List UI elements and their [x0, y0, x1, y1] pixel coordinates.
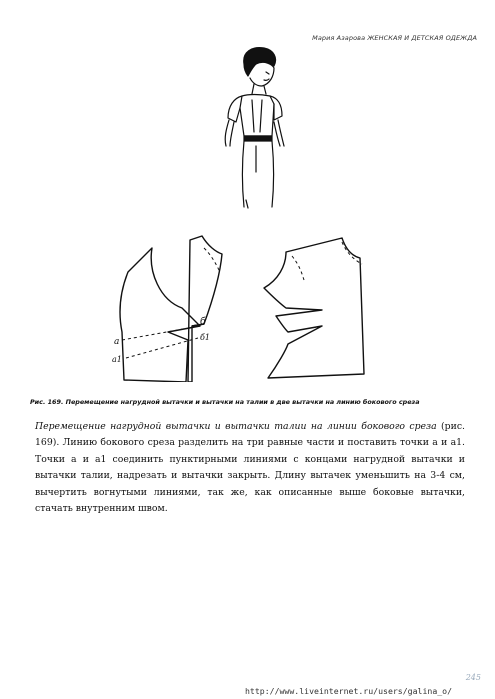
- paragraph-lead: Перемещение нагрудной вытачки и вытачки талии на линии бокового среза: [35, 421, 437, 432]
- modified-piece-outline: [264, 238, 364, 378]
- label-b: б: [200, 317, 206, 327]
- label-a1: а1: [112, 355, 122, 364]
- label-b1: б1: [200, 333, 210, 342]
- paragraph-text: (рис. 169). Линию бокового среза разделить на три равные части и поставить точки а и а1. Точки а и а1 соединить пунктирными линиями с концами нагрудной вытачки и вытачки талии, надрезать и вытачки закрыть. Длину вытачек уменьшить на 3-4 см, вычертить вогнутыми линиями, так же, как описанные выше боковые вытачки, стачать внутренним швом.: [35, 421, 465, 515]
- figure-caption: Рис. 169. Перемещение нагрудной вытачки и вытачки на талии в две вытачки на линию бокового среза: [30, 398, 420, 406]
- body-paragraph: [35, 419, 465, 517]
- back-piece-outline: [188, 236, 222, 382]
- running-header: Мария Азарова ЖЕНСКАЯ И ДЕТСКАЯ ОДЕЖДА: [312, 34, 477, 42]
- page-number: 245: [465, 673, 481, 682]
- pattern-diagram: [108, 232, 398, 382]
- label-a: а: [114, 337, 120, 347]
- woman-dress-illustration: [212, 42, 302, 210]
- source-url[interactable]: http://www.liveinternet.ru/users/galina_o/: [245, 686, 453, 696]
